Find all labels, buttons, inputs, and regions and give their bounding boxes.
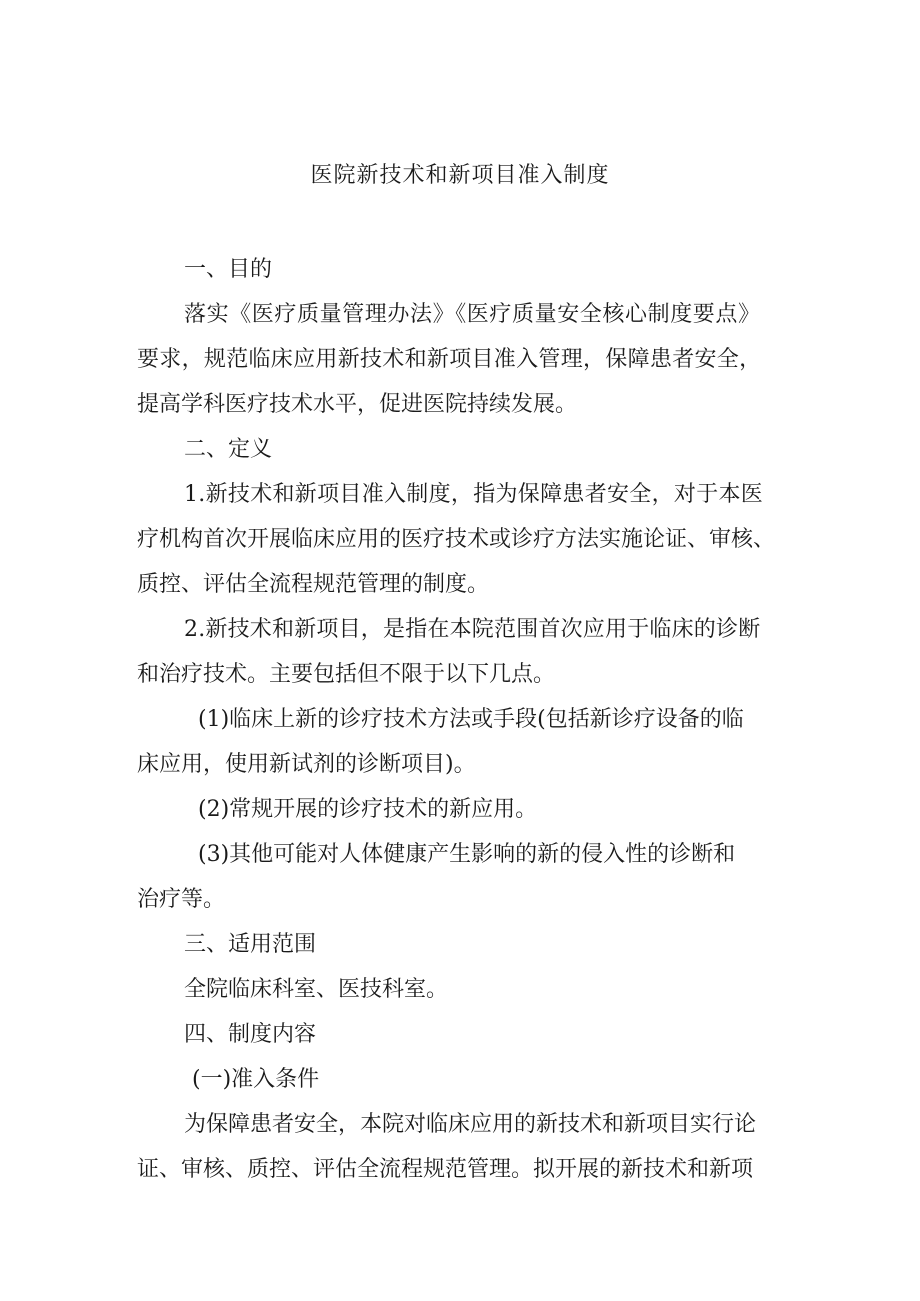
- paragraph-line: 为保障患者安全，本院对临床应用的新技术和新项目实行论: [184, 1112, 757, 1137]
- paragraph-line: 要求，规范临床应用新技术和新项目准入管理，保障患者安全，: [137, 347, 762, 372]
- list-item: (2)常规开展的诊疗技术的新应用。: [198, 797, 538, 822]
- paragraph-line: 落实《医疗质量管理办法》《医疗质量安全核心制度要点》: [184, 302, 761, 327]
- list-item-continued: 床应用，使用新试剂的诊断项目)。: [137, 752, 476, 777]
- paragraph-line: 和治疗技术。主要包括但不限于以下几点。: [137, 662, 556, 687]
- heading-purpose: 一、目的: [184, 257, 273, 282]
- document-title: 医院新技术和新项目准入制度: [310, 163, 610, 188]
- paragraph-line: 1.新技术和新项目准入制度，指为保障患者安全，对于本医: [184, 482, 764, 507]
- list-item-continued: 治疗等。: [137, 887, 226, 912]
- paragraph-line: 2.新技术和新项目，是指在本院范围首次应用于临床的诊断: [184, 617, 761, 642]
- paragraph-line: 疗机构首次开展临床应用的医疗技术或诊疗方法实施论证、审核、: [137, 527, 776, 552]
- subheading-admission-conditions: (一)准入条件: [192, 1067, 320, 1092]
- list-item: (3)其他可能对人体健康产生影响的新的侵入性的诊断和: [198, 842, 736, 867]
- paragraph-line: 证、审核、质控、评估全流程规范管理。拟开展的新技术和新项: [137, 1157, 754, 1182]
- heading-scope: 三、适用范围: [184, 932, 317, 957]
- paragraph-line: 提高学科医疗技术水平，促进医院持续发展。: [137, 392, 578, 417]
- paragraph-line: 全院临床科室、医技科室。: [184, 977, 449, 1002]
- paragraph-line: 质控、评估全流程规范管理的制度。: [137, 572, 490, 597]
- heading-content: 四、制度内容: [184, 1022, 317, 1047]
- heading-definition: 二、定义: [184, 437, 273, 462]
- list-item: (1)临床上新的诊疗技术方法或手段(包括新诊疗设备的临: [198, 707, 744, 732]
